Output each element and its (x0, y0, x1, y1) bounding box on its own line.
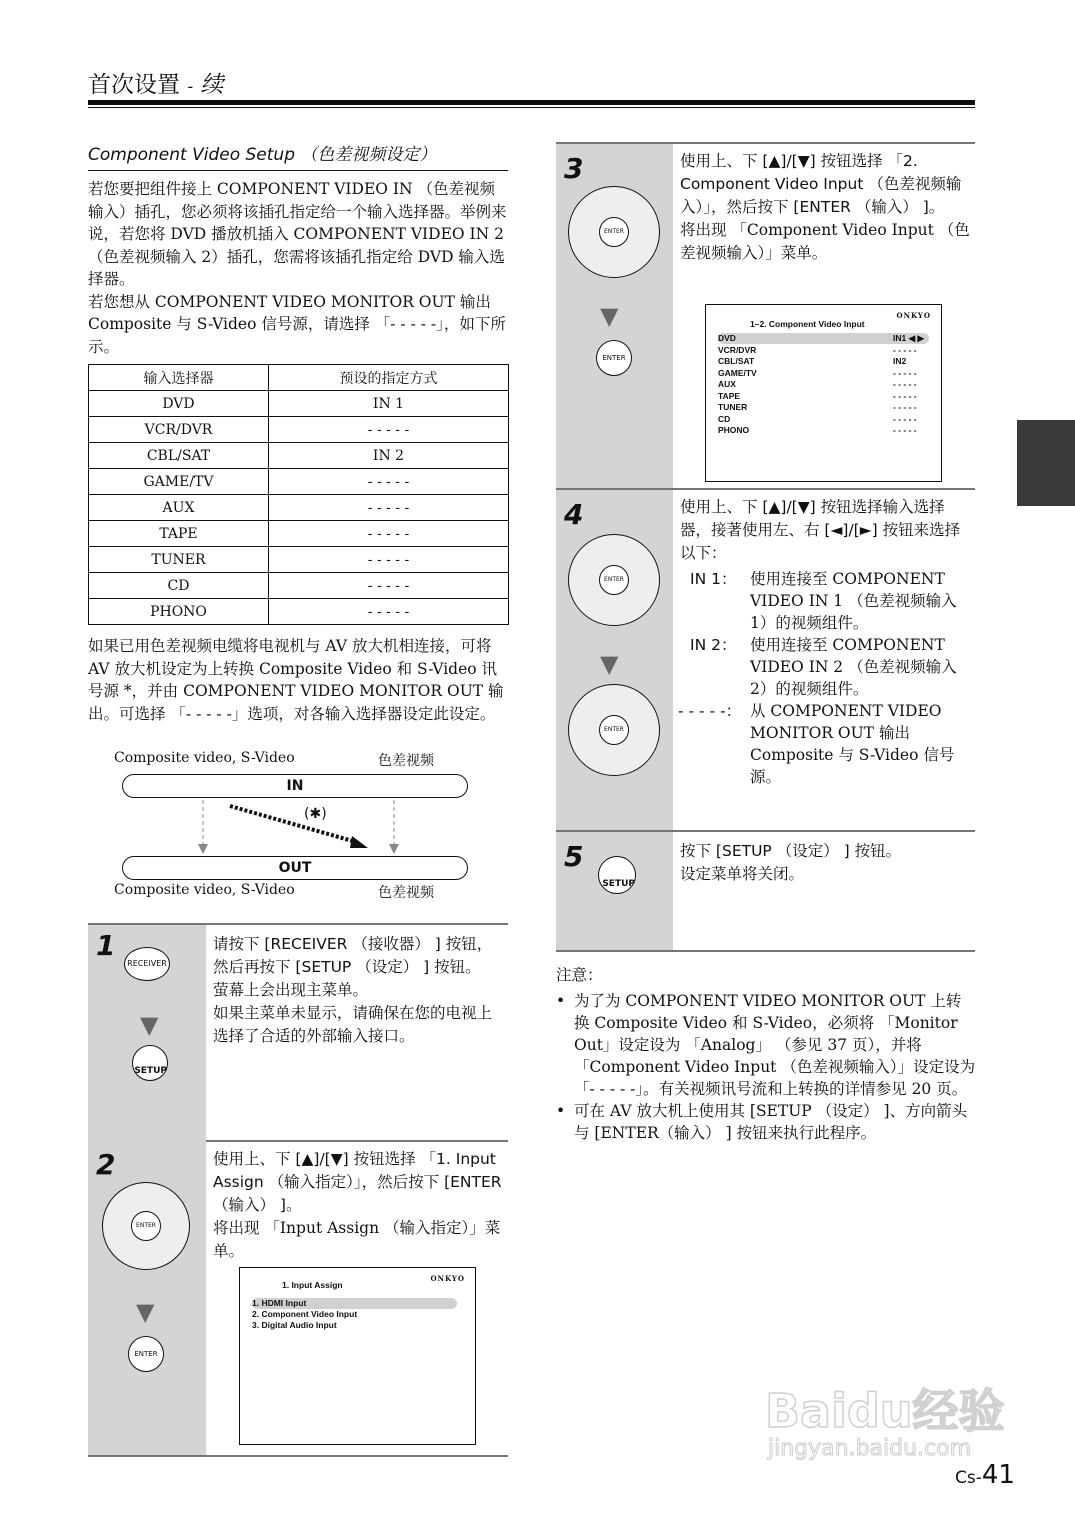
header-rule-thin (88, 107, 975, 108)
menu-row-value: - - - - - (893, 402, 917, 412)
note-item: 可在 AV 放大机上使用其 [SETUP （设定） ]、方向箭头与 [ENTER（输入） ] 按钮来执行此程序。 (574, 1102, 968, 1142)
signal-diagram (88, 748, 508, 908)
table-cell: IN 2 (269, 443, 509, 469)
menu-row (718, 368, 929, 379)
table-cell: - - - - - (269, 599, 509, 625)
table-cell: AUX (89, 495, 269, 521)
signal-arrows (88, 798, 508, 858)
enter-button: ENTER (599, 565, 629, 595)
option-key: IN 2： (690, 636, 737, 654)
diagram-label: Composite video, S-Video (114, 750, 295, 766)
option-desc: 使用连接至 COMPONENT VIDEO IN 1 （色差视频输入 1）的视频组件。 (750, 570, 957, 632)
table-cell: - - - - - (269, 547, 509, 573)
menu-item (252, 1309, 463, 1320)
step-number: 2 (96, 1148, 116, 1181)
menu-item (252, 1298, 457, 1309)
setup-button: SETUP (132, 1045, 168, 1081)
step-2 (88, 1140, 508, 1457)
enter-button: ENTER (599, 715, 629, 745)
menu-item-label: 1. HDMI Input (252, 1298, 307, 1308)
note-item: 为了为 COMPONENT VIDEO MONITOR OUT 上转换 Composite Video 和 S-Video，必须将 「Monitor Out」设定设为 「Analog」 （参见 37 页），并将 「Component Video Input （色差视频输入）」设定设为 「- - - - -」。有关视频讯号流和上转换的详情参见 20 页。 (574, 992, 976, 1098)
menu-item-label: 3. Digital Audio Input (252, 1320, 337, 1330)
step-number: 5 (564, 840, 584, 873)
diagram-label: 色差视频 (378, 885, 434, 901)
option-desc: 使用连接至 COMPONENT VIDEO IN 2 （色差视频输入 2）的视频组件。 (750, 636, 957, 698)
step-4 (556, 490, 975, 832)
menu-title: 1–2. Component Video Input (750, 319, 865, 329)
menu-row (718, 379, 929, 390)
step-instruction: 请按下 [RECEIVER （接收器） ] 按钮，然后再按下 [SETUP （设定） ] 按钮。 (213, 935, 493, 976)
table-cell: GAME/TV (89, 469, 269, 495)
menu-row-label: CD (718, 413, 731, 424)
notes-title: 注意： (556, 966, 603, 984)
page-header (88, 66, 223, 99)
menu-row (718, 391, 929, 402)
header-title: 首次设置 (88, 72, 180, 98)
table-cell: - - - - - (269, 521, 509, 547)
table-cell: - - - - - (269, 573, 509, 599)
menu-row-value: - - - - - (893, 344, 917, 355)
intro-para-2: 若您想从 COMPONENT VIDEO MONITOR OUT 输出 Composite 与 S-Video 信号源，请选择 「- - - - -」，如下所示。 (88, 292, 506, 356)
step-note: 设定菜单将关闭。 (680, 865, 805, 883)
menu-row-label: TAPE (718, 390, 741, 401)
out-bar: OUT (122, 856, 468, 880)
in-bar: IN (122, 774, 468, 798)
menu-row-value: IN1 ◀ ▶ (893, 333, 925, 343)
step-number: 4 (564, 498, 584, 531)
menu-row-value: - - - - - (893, 425, 917, 435)
menu-row-value: - - - - - (893, 390, 917, 401)
receiver-button: RECEIVER (124, 947, 170, 981)
step-1 (88, 923, 508, 1142)
option-item (678, 700, 970, 788)
upconvert-text: 如果已用色差视频电缆将电视机与 AV 放大机相连接，可将 AV 放大机设定为上转换 Composite Video 和 S-Video 讯号源 *，并由 COMPONENT VIDEO MONITOR OUT 输出。可选择 「- - - - -」选项，对各输入选择器设定此设定。 (88, 637, 504, 723)
remote-dpad-icon (568, 186, 660, 278)
enter-button: ENTER (599, 217, 629, 247)
table-row (89, 495, 509, 521)
table-cell: TAPE (89, 521, 269, 547)
option-key: - - - - -： (678, 702, 742, 720)
component-video-menu (705, 304, 942, 482)
remote-dpad-icon (568, 534, 660, 626)
watermark-url: jingyan.baidu.com (768, 1436, 972, 1461)
table-cell: TUNER (89, 547, 269, 573)
header-suffix: 续 (200, 72, 224, 98)
enter-button: ENTER (131, 1211, 161, 1241)
menu-row-label: TUNER (718, 402, 748, 412)
onkyo-logo: ONKYO (896, 311, 931, 320)
step-number: 1 (96, 929, 116, 962)
enter-button: ENTER (596, 340, 632, 376)
table-cell: DVD (89, 391, 269, 417)
step-note: 将出现 「Component Video Input （色差视频输入）」菜单。 (680, 221, 970, 262)
table-cell: PHONO (89, 599, 269, 625)
table-header: 预设的指定方式 (269, 365, 509, 391)
header-rule (88, 100, 975, 105)
option-key: IN 1： (690, 570, 737, 588)
table-cell: - - - - - (269, 469, 509, 495)
step-note: 萤幕上会出现主菜单。 (213, 981, 369, 999)
menu-row-label: DVD (718, 333, 736, 343)
menu-row-label: PHONO (718, 425, 750, 435)
table-row (89, 469, 509, 495)
menu-row-value: - - - - - (893, 367, 917, 378)
step-note: 将出现 「Input Assign （输入指定）」菜单。 (213, 1219, 501, 1260)
menu-row (718, 402, 929, 413)
onkyo-logo: ONKYO (430, 1274, 465, 1283)
menu-row-label: GAME/TV (718, 367, 757, 378)
table-cell: IN 1 (269, 391, 509, 417)
intro-text (88, 178, 508, 358)
enter-button: ENTER (128, 1336, 164, 1372)
remote-dpad-icon (102, 1182, 190, 1270)
menu-row-label: AUX (718, 379, 736, 389)
menu-title: 1. Input Assign (282, 1280, 343, 1290)
page-number (955, 1460, 1015, 1490)
input-assign-menu (239, 1267, 476, 1445)
table-cell: CD (89, 573, 269, 599)
intro-para-1: 若您要把组件接上 COMPONENT VIDEO IN （色差视频输入）插孔，您必须将该插孔指定给一个输入选择器。举例来说，若您将 DVD 播放机插入 COMPONENT VIDEO IN 2 （色差视频输入 2）插孔，您需将该插孔指定给 DVD 输入选择器。 (88, 180, 507, 288)
step-3 (556, 142, 975, 490)
option-item (678, 634, 970, 700)
arrow-down-icon: ▼ (136, 1298, 155, 1326)
step-number: 3 (564, 152, 584, 185)
diagram-label: 色差视频 (378, 753, 434, 769)
diagram-label: Composite video, S-Video (114, 882, 295, 898)
table-row (89, 573, 509, 599)
assignment-table (88, 364, 509, 625)
step-note: 如果主菜单未显示，请确保在您的电视上选择了合适的外部输入接口。 (213, 1004, 493, 1045)
table-row (89, 547, 509, 573)
step-instruction: 按下 [SETUP （设定） ] 按钮。 (680, 842, 902, 860)
menu-row-label: CBL/SAT (718, 356, 755, 366)
table-cell: - - - - - (269, 495, 509, 521)
table-cell: CBL/SAT (89, 443, 269, 469)
menu-row-value: - - - - - (893, 413, 917, 424)
chapter-tab (1017, 420, 1075, 506)
arrow-down-icon: ▼ (600, 650, 619, 678)
step-instruction: 使用上、下 [▲]/[▼] 按钮选择 「1. Input Assign （输入指定）」，然后按下 [ENTER （输入） ]。 (213, 1150, 502, 1214)
menu-row (718, 356, 929, 367)
setup-button: SETUP (598, 856, 636, 894)
upconvert-mark: (✱) (304, 806, 327, 822)
notes: 注意： • 为了为 COMPONENT VIDEO MONITOR OUT 上转换 Composite Video 和 S-Video，必须将 「Monitor Out」设定设为 「Analog」 （参见 37 页），并将 「Component Video Input （色差视频输入）」设定设为 「- - - - -」。有关视频讯号流和上转换的详情参见 20 页。 • 可在 AV 放大机上使用其 [SETUP （设定） ]、方向箭头与 [ENTER（输入） ] 按钮来执行此程序。 (556, 966, 976, 1142)
menu-row (718, 414, 929, 425)
table-header: 输入选择器 (89, 365, 269, 391)
table-row (89, 417, 509, 443)
arrow-down-icon: ▼ (600, 302, 619, 330)
menu-row (718, 333, 929, 344)
header-sep: - (187, 77, 194, 96)
arrow-down-icon: ▼ (140, 1011, 159, 1039)
table-row (89, 599, 509, 625)
option-desc: 从 COMPONENT VIDEO MONITOR OUT 输出 Composite 与 S-Video 信号源。 (750, 702, 955, 786)
menu-row-value: - - - - - (893, 379, 917, 389)
menu-row-label: VCR/DVR (718, 344, 757, 355)
step-instruction: 使用上、下 [▲]/[▼] 按钮选择 「2. Component Video Input （色差视频输入）」，然后按下 [ENTER （输入） ]。 (680, 152, 962, 216)
menu-row (718, 425, 929, 436)
menu-item (252, 1320, 463, 1331)
table-cell: - - - - - (269, 417, 509, 443)
remote-dpad-icon (568, 684, 660, 776)
table-row (89, 391, 509, 417)
baidu-watermark: Baidu经验 (765, 1384, 1005, 1438)
table-row (89, 521, 509, 547)
menu-item-label: 2. Component Video Input (252, 1309, 358, 1319)
table-cell: VCR/DVR (89, 417, 269, 443)
menu-row (718, 345, 929, 356)
page-prefix: Cs- (955, 1468, 982, 1488)
page-num: 41 (981, 1460, 1015, 1490)
table-row (89, 443, 509, 469)
menu-row-value: IN2 (893, 356, 907, 366)
section-title: Component Video Setup （色差视频设定） (88, 140, 508, 171)
step-5 (556, 832, 975, 952)
option-item (678, 568, 970, 634)
step-instruction: 使用上、下 [▲]/[▼] 按钮选择输入选择器，接著使用左、右 [◄]/[►] 按钮来选择以下： (680, 498, 961, 562)
